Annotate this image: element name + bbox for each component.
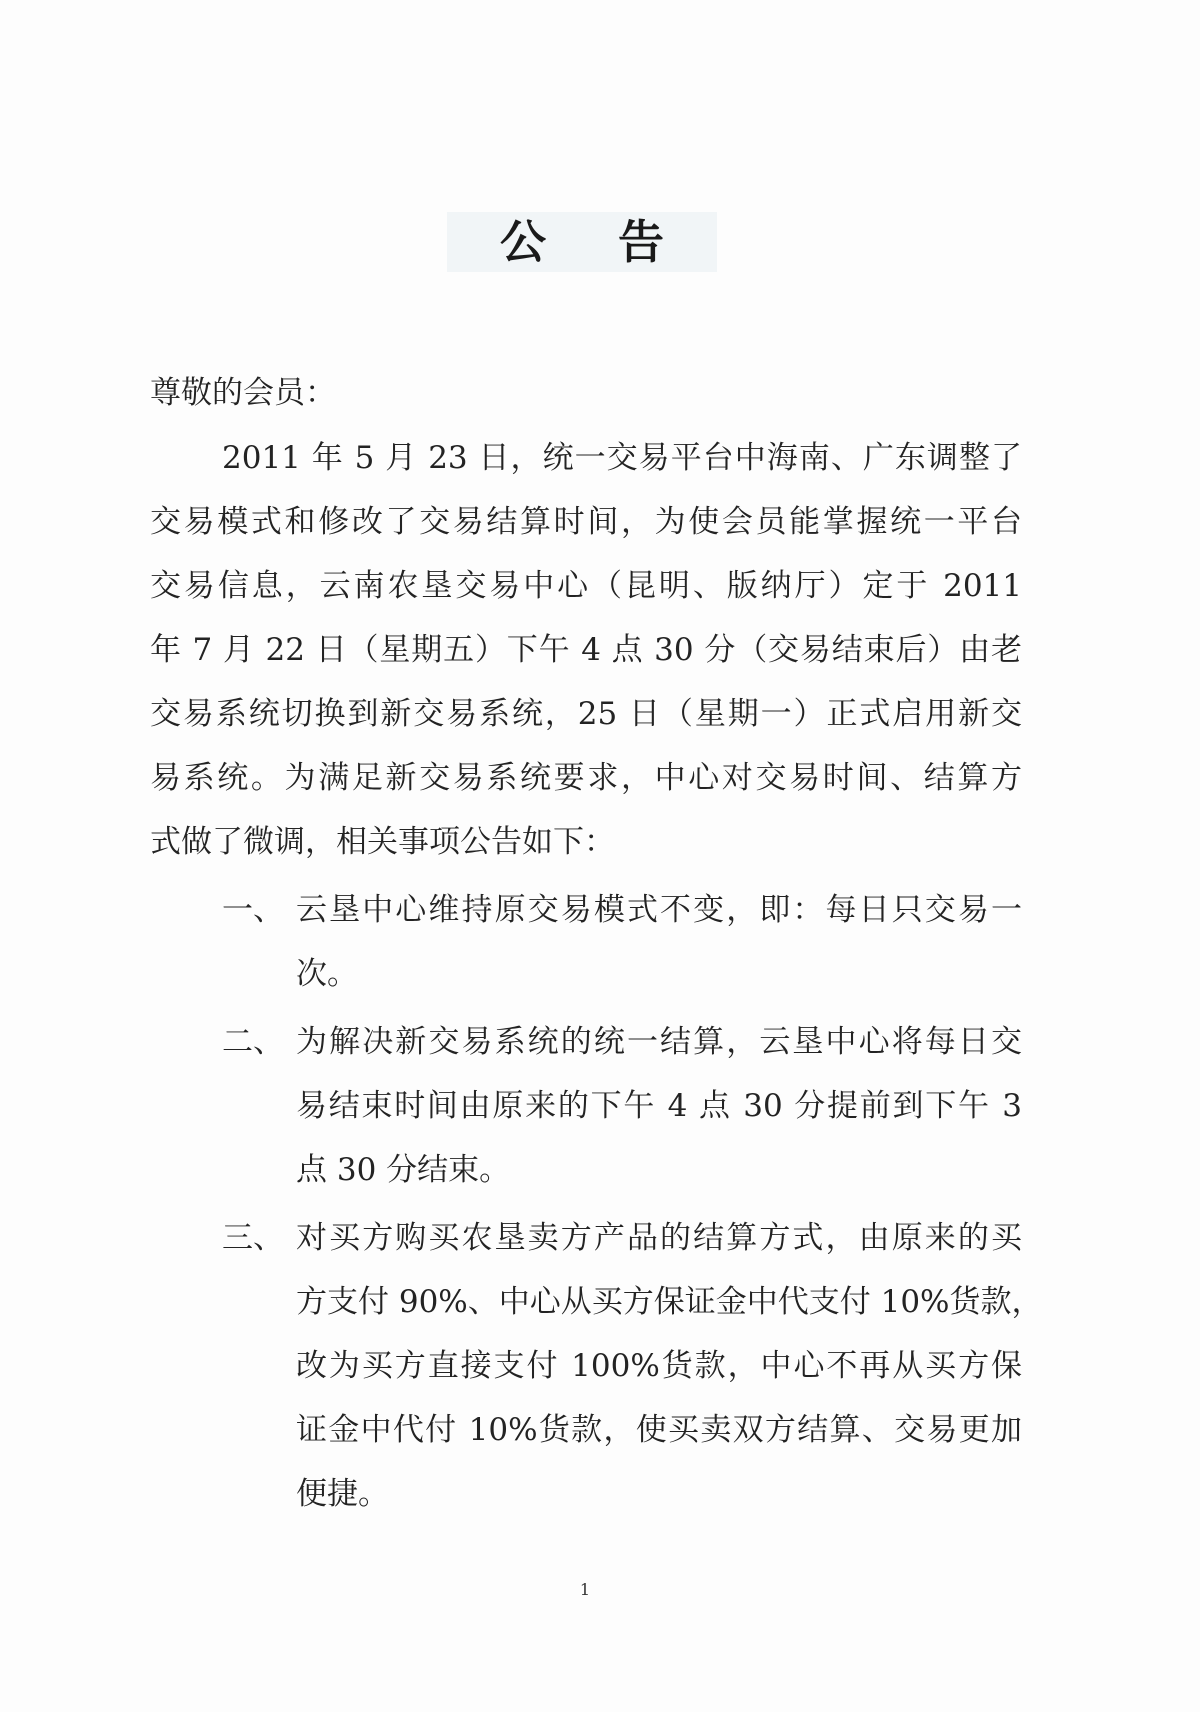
list-item-line: 方支付 90%、中心从买方保证金中代支付 10%货款， bbox=[296, 1284, 1043, 1320]
intro-line: 易系统。为满足新交易系统要求，中心对交易时间、结算方 bbox=[150, 760, 1022, 796]
page-number: 1 bbox=[579, 1580, 591, 1599]
list-marker: 一、 bbox=[222, 892, 284, 928]
list-marker: 三、 bbox=[222, 1220, 284, 1256]
list-item-line: 云垦中心维持原交易模式不变，即：每日只交易一 bbox=[296, 892, 1022, 928]
list-item-line: 点 30 分结束。 bbox=[296, 1152, 511, 1188]
list-item-line: 改为买方直接支付 100%货款，中心不再从买方保 bbox=[296, 1348, 1022, 1384]
intro-line: 交易系统切换到新交易系统，25 日（星期一）正式启用新交 bbox=[150, 696, 1022, 732]
intro-line: 交易模式和修改了交易结算时间，为使会员能掌握统一平台 bbox=[150, 504, 1022, 540]
intro-line: 2011 年 5 月 23 日，统一交易平台中海南、广东调整了 bbox=[222, 440, 1022, 476]
intro-line: 交易信息，云南农垦交易中心（昆明、版纳厅）定于 2011 bbox=[150, 568, 1022, 604]
list-item-line: 证金中代付 10%货款，使买卖双方结算、交易更加 bbox=[296, 1412, 1022, 1448]
salutation: 尊敬的会员： bbox=[150, 375, 336, 411]
list-marker: 二、 bbox=[222, 1024, 284, 1060]
document-title: 公 告 bbox=[499, 215, 692, 269]
list-item-line: 对买方购买农垦卖方产品的结算方式，由原来的买 bbox=[296, 1220, 1022, 1256]
intro-line: 年 7 月 22 日（星期五）下午 4 点 30 分（交易结束后）由老 bbox=[150, 632, 1022, 668]
list-item-line: 易结束时间由原来的下午 4 点 30 分提前到下午 3 bbox=[296, 1088, 1022, 1124]
list-item-line: 便捷。 bbox=[296, 1476, 389, 1512]
intro-line: 式做了微调，相关事项公告如下： bbox=[150, 824, 615, 860]
list-item-line: 为解决新交易系统的统一结算，云垦中心将每日交 bbox=[296, 1024, 1022, 1060]
list-item-line: 次。 bbox=[296, 956, 358, 992]
